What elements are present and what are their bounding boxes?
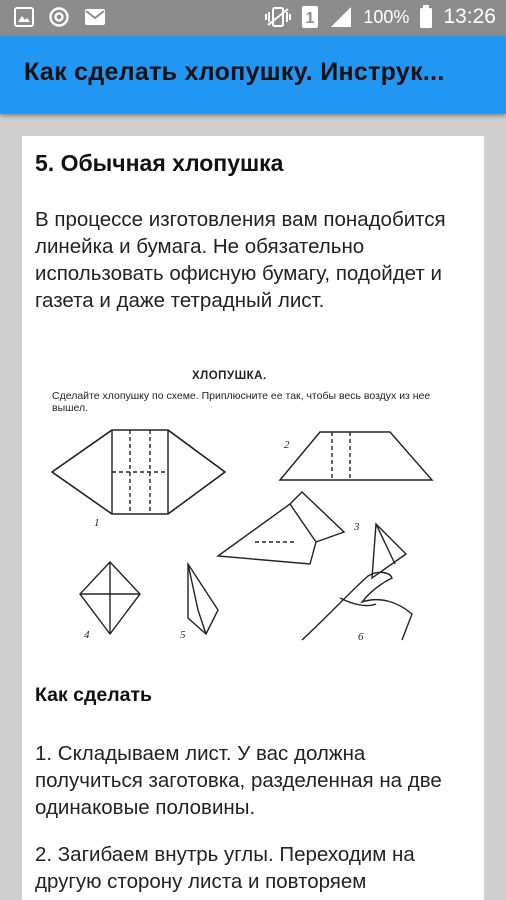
signal-icon: [329, 6, 353, 28]
sim-label: 1: [305, 10, 315, 27]
mail-icon: [84, 8, 106, 26]
battery-icon: [419, 5, 433, 29]
step-number-6: 6: [358, 631, 364, 643]
instruction-figure: [40, 364, 470, 644]
sim-icon: [301, 5, 319, 29]
instruction-step-2: 2. Загибаем внутрь углы. Переходим на другую сторону листа и повторяем: [35, 843, 415, 893]
article-card: [22, 136, 484, 900]
how-to-heading: Как сделать: [35, 684, 152, 706]
figure-title: ХЛОПУШКА.: [192, 370, 267, 382]
battery-percent: 100%: [363, 6, 410, 27]
image-icon: [14, 7, 34, 27]
page-title: Как сделать хлопушку. Инструк...: [24, 58, 445, 86]
step-number-3: 3: [354, 521, 360, 533]
step-number-5: 5: [180, 629, 186, 641]
app-bar: [0, 36, 506, 114]
step-number-2: 2: [284, 439, 290, 451]
article-heading: 5. Обычная хлопушка: [35, 150, 284, 176]
figure-caption: Сделайте хлопушку по схеме. Приплюсните ее так, чтобы весь воздух из нее вышел.: [52, 390, 431, 414]
step-number-1: 1: [94, 517, 100, 529]
instruction-step-1: 1. Складываем лист. У вас должна получиться заготовка, разделенная на две одинаковые половины.: [35, 742, 442, 819]
status-bar: [0, 0, 506, 36]
vibrate-icon: [265, 6, 291, 28]
intro-paragraph: В процессе изготовления вам понадобится линейка и бумага. Не обязательно использовать офисную бумагу, подойдет и газета и даже тетрадный лист.: [35, 208, 446, 312]
clock: 13:26: [443, 5, 496, 28]
sync-icon: [48, 6, 70, 28]
step-number-4: 4: [84, 629, 90, 641]
